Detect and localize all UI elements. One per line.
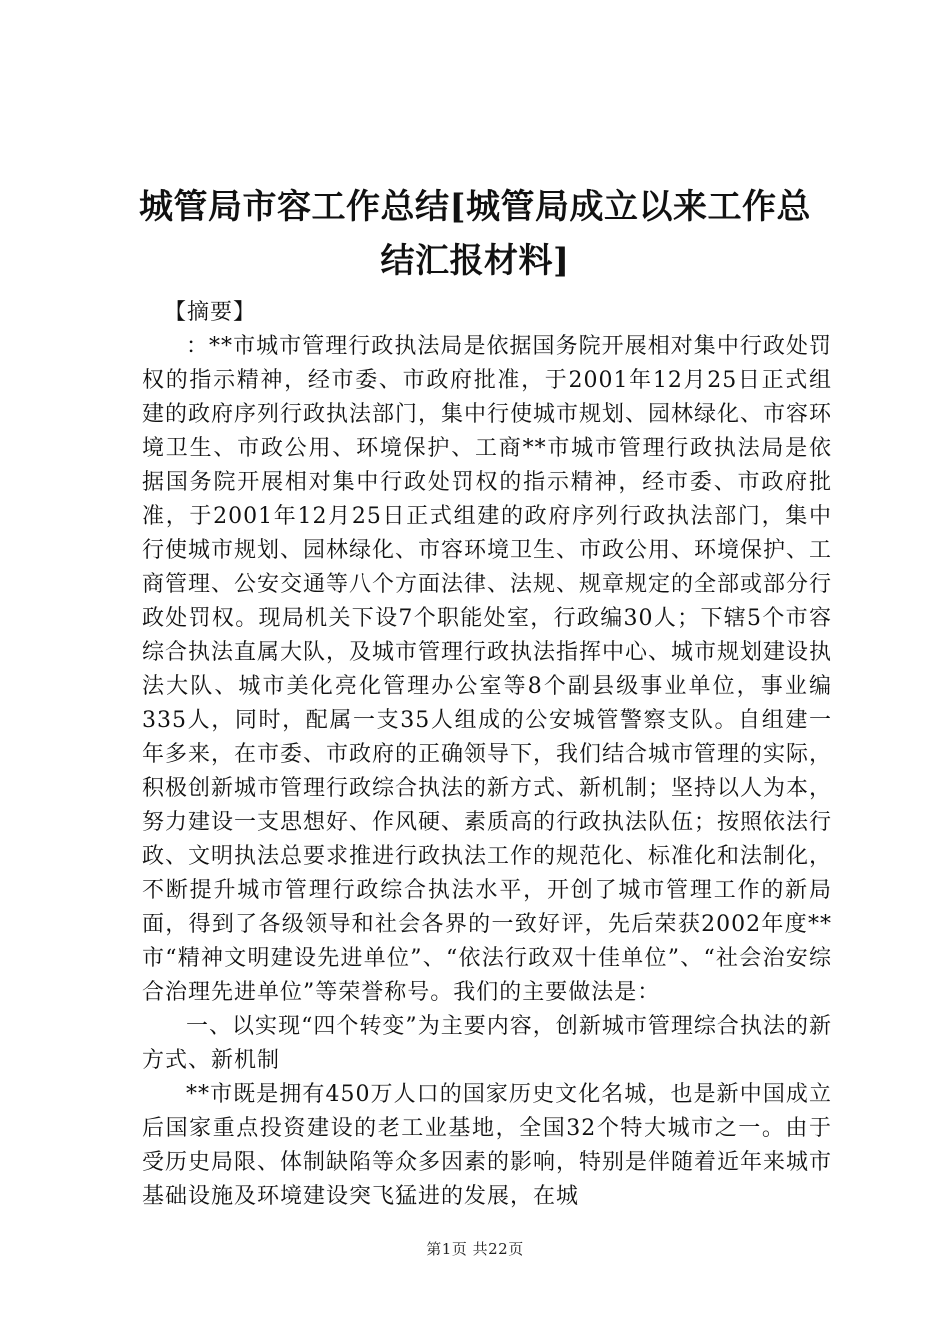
document-body	[142, 296, 832, 1214]
abstract-label: 【摘要】	[164, 300, 257, 325]
body-paragraph-2: **市既是拥有450万人口的国家历史文化名城，也是新中国成立后国家重点投资建设的老工业基地，全国32个特大城市之一。由于受历史局限、体制缺陷等众多因素的影响，特别是伴随着近年来城市基础设施及环境建设突飞猛进的发展，在城	[142, 1082, 833, 1209]
document-title	[120, 180, 830, 288]
page-footer: 第1页 共22页	[426, 1240, 524, 1258]
section-heading-1: 一、以实现“四个转变”为主要内容，创新城市管理综合执法的新方式、新机制	[142, 1014, 832, 1073]
title-line-2: 结汇报材料]	[380, 241, 570, 281]
title-line-1: 城管局市容工作总结[城管局成立以来工作总	[138, 187, 812, 227]
abstract-paragraph: ：**市城市管理行政执法局是依据国务院开展相对集中行政处罚权的指示精神，经市委、市政府批准，于2001年12月25日正式组建的政府序列行政执法部门，集中行使城市规划、园林绿化、市容环境卫生、市政公用、环境保护、工商**市城市管理行政执法局是依据国务院开展相对集中行政处罚权的指示精神，经市委、市政府批准，于2001年12月25日正式组建的政府序列行政执法部门，集中行使城市规划、园林绿化、市容环境卫生、市政公用、环境保护、工商管理、公安交通等八个方面法律、法规、规章规定的全部或部分行政处罚权。现局机关下设7个职能处室，行政编30人；下辖5个市容综合执法直属大队，及城市管理行政执法指挥中心、城市规划建设执法大队、城市美化亮化管理办公室等8个副县级事业单位，事业编335人，同时，配属一支35人组成的公安城管警察支队。自组建一年多来，在市委、市政府的正确领导下，我们结合城市管理的实际，积极创新城市管理行政综合执法的新方式、新机制；坚持以人为本，努力建设一支思想好、作风硬、素质高的行政执法队伍；按照依法行政、文明执法总要求推进行政执法工作的规范化、标准化和法制化，不断提升城市管理行政综合执法水平，开创了城市管理工作的新局面，得到了各级领导和社会各界的一致好评，先后荣获2002年度**市“精神文明建设先进单位”、“依法行政双十佳单位”、“社会治安综合治理先进单位”等荣誉称号。我们的主要做法是：	[142, 334, 833, 1005]
